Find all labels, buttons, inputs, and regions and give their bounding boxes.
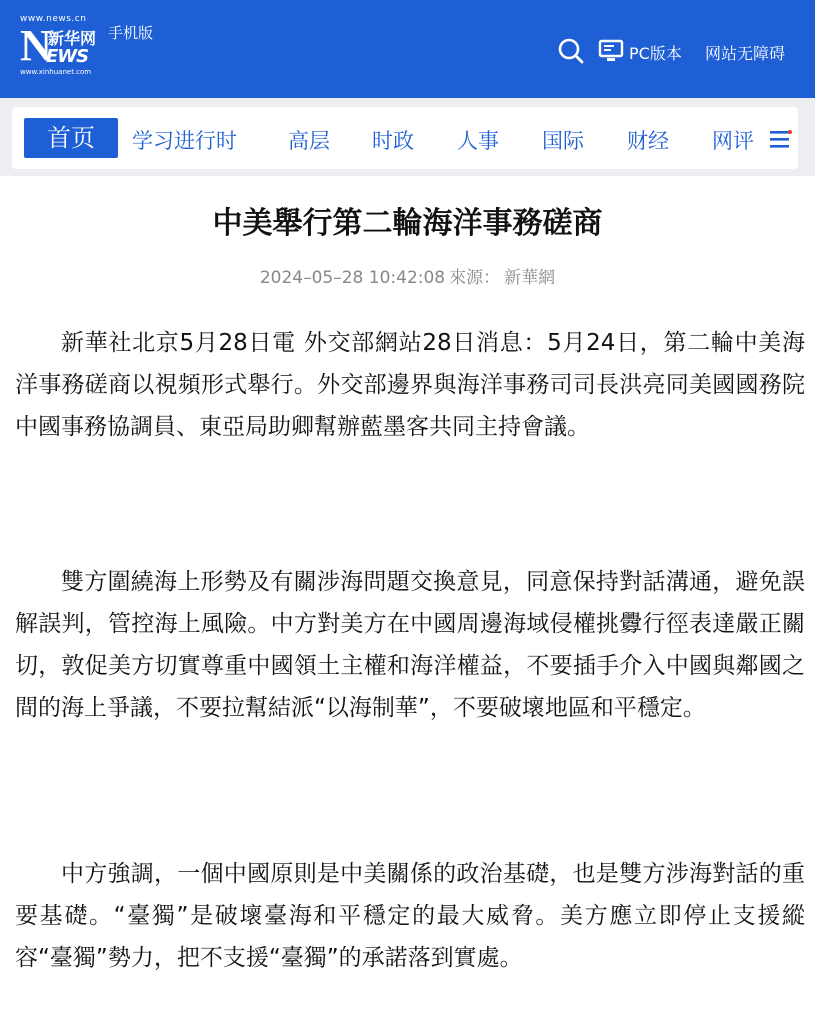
- nav-tab-gaoceng[interactable]: 高层: [288, 129, 330, 153]
- logo-chinese-name: 新华网: [48, 29, 97, 48]
- xinhua-logo[interactable]: [20, 14, 110, 78]
- article-meta: [0, 263, 815, 288]
- article-title: 中美舉行第二輪海洋事務磋商: [212, 206, 603, 241]
- article-paragraph: 中方強調，一個中國原則是中美關係的政治基礎，也是雙方涉海對話的重要基礎。“臺獨”是破壞臺海和平穩定的最大威脅。美方應立即停止支援縱容“臺獨”勢力，把不支援“臺獨”的承諾落到實處。: [15, 861, 805, 971]
- nav-tab-wangping[interactable]: 网评: [712, 129, 754, 153]
- nav-tabs: [12, 107, 798, 169]
- logo-letters-ews: EWS: [46, 46, 89, 67]
- nav-tab-home[interactable]: 首页: [24, 118, 118, 158]
- nav-tab-shizheng[interactable]: 时政: [372, 129, 414, 153]
- pc-version-link[interactable]: PC版本: [629, 44, 682, 63]
- search-icon[interactable]: [557, 37, 585, 65]
- publish-datetime: 2024–05–28 10:42:08: [259, 268, 446, 288]
- logo-url-bottom: www.xinhuanet.com: [20, 68, 92, 76]
- nav-tab-caijing[interactable]: 财经: [627, 129, 669, 153]
- nav-tab-xuexi[interactable]: 学习进行时: [132, 129, 237, 153]
- accessibility-link[interactable]: 网站无障碍: [705, 44, 786, 63]
- source-name: 新華網: [504, 268, 556, 288]
- mobile-version-label: 手机版: [108, 24, 154, 42]
- monitor-icon[interactable]: [598, 38, 624, 64]
- article-paragraph: 新華社北京5月28日電 外交部網站28日消息：5月24日，第二輪中美海洋事務磋商以視頻形式舉行。外交部邊界與海洋事務司司長洪亮同美國國務院中國事務協調員、東亞局助卿幫辦藍墨客共同主持會議。: [15, 330, 805, 440]
- logo-letter-n: N: [20, 21, 52, 70]
- article-paragraph: 雙方圍繞海上形勢及有關涉海問題交換意見，同意保持對話溝通，避免誤解誤判，管控海上風險。中方對美方在中國周邊海域侵權挑釁行徑表達嚴正關切，敦促美方切實尊重中國領土主權和海洋權益，不要插手介入中國與鄰國之間的海上爭議，不要拉幫結派“以海制華”，不要破壞地區和平穩定。: [15, 569, 805, 721]
- menu-icon[interactable]: [770, 128, 792, 150]
- nav-tab-renshi[interactable]: 人事: [457, 129, 499, 153]
- nav-tab-guoji[interactable]: 国际: [542, 129, 584, 153]
- source-label: 來源：: [449, 268, 501, 288]
- site-header: [0, 0, 815, 98]
- logo-url-top: www.news.cn: [20, 14, 87, 24]
